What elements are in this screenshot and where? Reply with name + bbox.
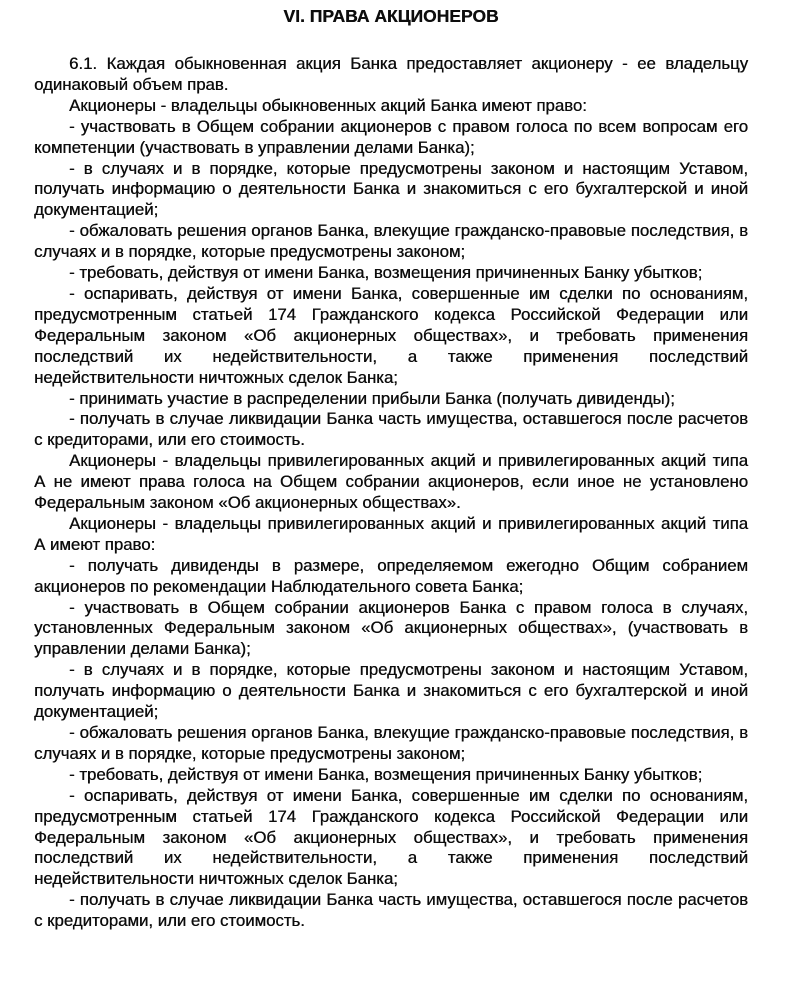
bullet-appeal-decisions-preferred: - обжаловать решения органов Банка, влекущие гражданско-правовые последствия, в случаях и в порядке, которые предусмотрены законом; — [34, 723, 748, 763]
bullet-participate-profit: - принимать участие в распределении прибыли Банка (получать дивиденды); — [69, 388, 675, 408]
bullet-participate-general-meeting: - участвовать в Общем собрании акционеров с правом голоса по всем вопросам его компетенции (участвовать в управлении делами Банка); — [34, 116, 748, 157]
bullet-appeal-decisions: - обжаловать решения органов Банка, влекущие гражданско-правовые последствия, в случаях и в порядке, которые предусмотрены законом; — [34, 221, 748, 262]
bullet-liquidation-share-preferred: - получать в случае ликвидации Банка часть имущества, оставшегося после расчетов с кредиторами, или его стоимость. — [34, 890, 748, 931]
paragraph-6-1: 6.1. Каждая обыкновенная акция Банка предоставляет акционеру - ее владельцу одинаковый объем прав. — [34, 54, 748, 94]
bullet-liquidation-share: - получать в случае ликвидации Банка часть имущества, оставшегося после расчетов с кредиторами, или его стоимость. — [34, 409, 748, 450]
bullet-participate-general-meeting-preferred: - участвовать в Общем собрании акционеров Банка с правом голоса в случаях, установленных Федеральным законом «Об акционерных обществах», (участвовать в управлении делами Банка); — [34, 597, 748, 659]
paragraph-ordinary-shareholders-intro: Акционеры - владельцы обыкновенных акций Банка имеют право: — [69, 95, 587, 115]
paragraph-preferred-rights-intro: Акционеры - владельцы привилегированных акций и привилегированных акций типа А имеют право: — [34, 513, 748, 554]
bullet-contest-transactions-preferred: - оспаривать, действуя от имени Банка, совершенные им сделки по основаниям, предусмотренным статьей 174 Гражданского кодекса Российской Федерации или Федеральным законом «Об акционерных обществах», и требовать применения последствий их недействительности, а также применения последствий недействительности ничтожных сделок Банка; — [34, 785, 748, 889]
bullet-demand-compensation: - требовать, действуя от имени Банка, возмещения причиненных Банку убытков; — [69, 263, 703, 283]
bullet-contest-transactions: - оспаривать, действуя от имени Банка, совершенные им сделки по основаниям, предусмотренным статьей 174 Гражданского кодекса Российской Федерации или Федеральным законом «Об акционерных обществах», и требовать применения последствий их недействительности, а также применения последствий недействительности ничтожных сделок Банка; — [34, 283, 748, 387]
bullet-receive-dividends-preferred: - получать дивиденды в размере, определяемом ежегодно Общим собранием акционеров по рекомендации Наблюдательного совета Банка; — [34, 555, 748, 596]
bullet-demand-compensation-preferred: - требовать, действуя от имени Банка, возмещения причиненных Банку убытков; — [69, 764, 703, 784]
paragraph-preferred-no-voting: Акционеры - владельцы привилегированных акций и привилегированных акций типа А не имеют права голоса на Общем собрании акционеров, если иное не установлено Федеральным законом «Об акционерных обществах». — [34, 451, 748, 513]
bullet-receive-information: - в случаях и в порядке, которые предусмотрены законом и настоящим Уставом, получать информацию о деятельности Банка и знакомиться с его бухгалтерской и иной документацией; — [34, 158, 748, 220]
section-title: VI. ПРАВА АКЦИОНЕРОВ — [283, 6, 499, 26]
bullet-receive-information-preferred: - в случаях и в порядке, которые предусмотрены законом и настоящим Уставом, получать информацию о деятельности Банка и знакомиться с его бухгалтерской и иной документацией; — [34, 660, 748, 722]
